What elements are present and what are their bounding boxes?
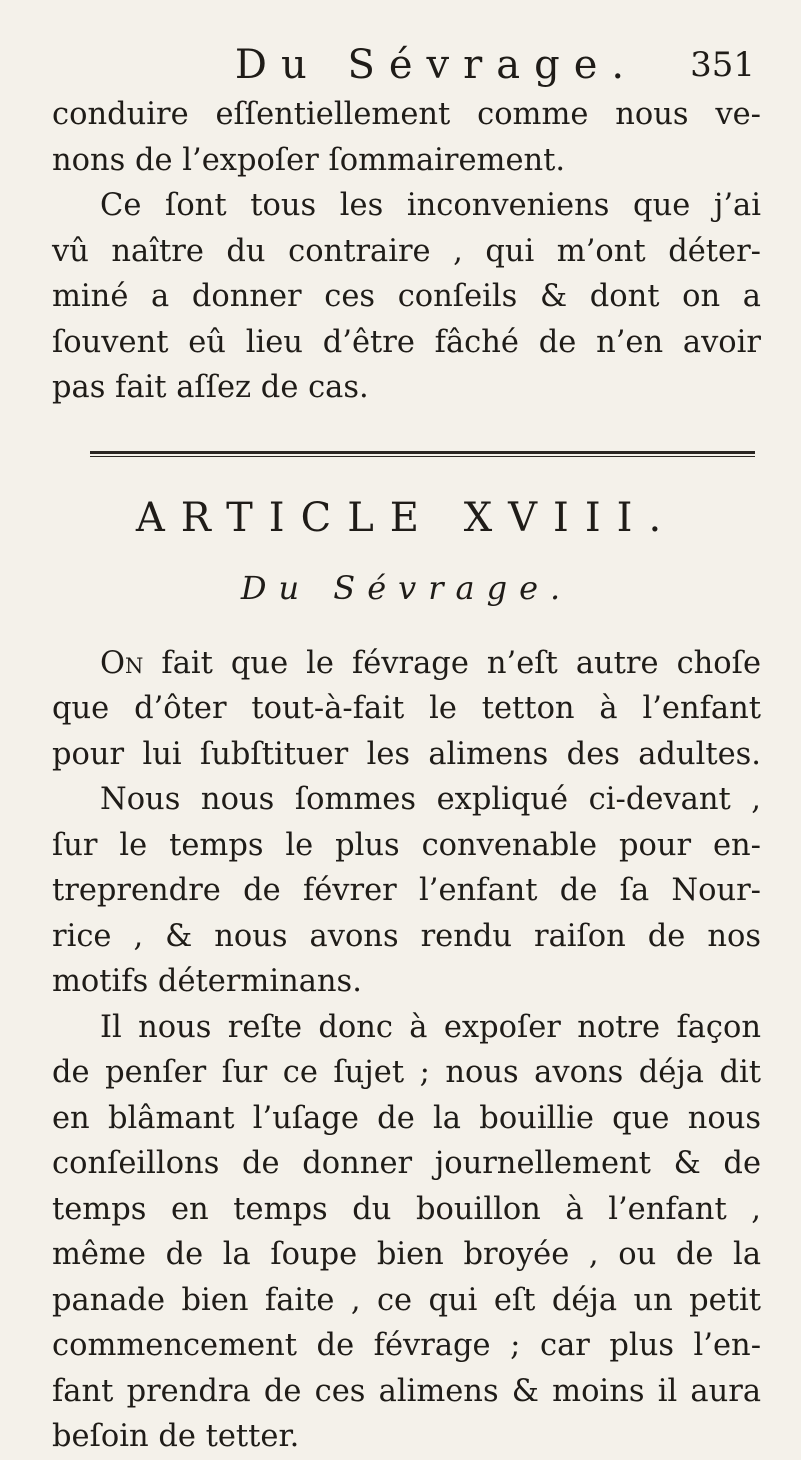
text-line: temps en temps du bouillon à l’enfant ,	[52, 1191, 761, 1227]
text-line: beſoin de tetter.	[52, 1419, 300, 1454]
section-subheading: Du Sévrage.	[240, 568, 573, 607]
text-line: vû naître du contraire , qui m’ont déter-	[52, 233, 761, 269]
text-line: commencement de févrage ; car plus l’en-	[52, 1328, 761, 1363]
text-line: Il nous reſte donc à expoſer notre façon	[100, 1009, 761, 1045]
text-line: treprendre de févrer l’enfant de ſa Nour-	[52, 873, 761, 908]
text-line: pas fait aſſez de cas.	[52, 370, 369, 405]
running-head-title: Du Sévrage.	[234, 42, 639, 88]
body-text	[52, 641, 761, 1460]
text-line: de penſer ſur ce ſujet ; nous avons déja dit	[52, 1055, 761, 1090]
text-line: rice , & nous avons rendu raiſon de nos	[52, 918, 761, 954]
text-line-rest: fait que le févrage n’eſt autre choſe	[143, 645, 761, 681]
text-line: ſouvent eû lieu d’être fâché de n’en avoir	[52, 324, 761, 360]
text-line: nons de l’expoſer ſommairement.	[52, 142, 566, 178]
text-line: Ce ſont tous les inconveniens que j’ai	[100, 188, 761, 223]
text-line: ſur le temps le plus convenable pour en-	[52, 827, 761, 863]
initial-word: On	[100, 645, 144, 681]
text-line: pour lui ſubſtituer les alimens des adultes.	[52, 736, 761, 772]
text-line: Nous nous ſommes expliqué ci-devant ,	[100, 782, 761, 817]
text-line: même de la ſoupe bien broyée , ou de la	[52, 1237, 761, 1272]
article-heading: ARTICLE XVIII.	[135, 494, 678, 541]
text-line: en blâmant l’uſage de la bouillie que nous	[52, 1100, 761, 1136]
text-line	[52, 641, 761, 687]
text-line: panade bien faite , ce qui eſt déja un petit	[52, 1282, 761, 1318]
text-line: que d’ôter tout-à-fait le tetton à l’enfant	[52, 691, 761, 726]
opening-paragraph	[52, 92, 761, 411]
page-number: 351	[690, 45, 755, 85]
text-line: motifs déterminans.	[52, 964, 362, 999]
text-line: miné a donner ces conſeils & dont on a	[52, 279, 761, 314]
text-line: conſeillons de donner journellement & de	[52, 1146, 761, 1181]
text-line: fant prendra de ces alimens & moins il aura	[52, 1373, 761, 1409]
running-head	[52, 38, 761, 92]
section-divider	[90, 451, 755, 457]
text-line: conduire eſſentiellement comme nous ve-	[52, 97, 761, 132]
